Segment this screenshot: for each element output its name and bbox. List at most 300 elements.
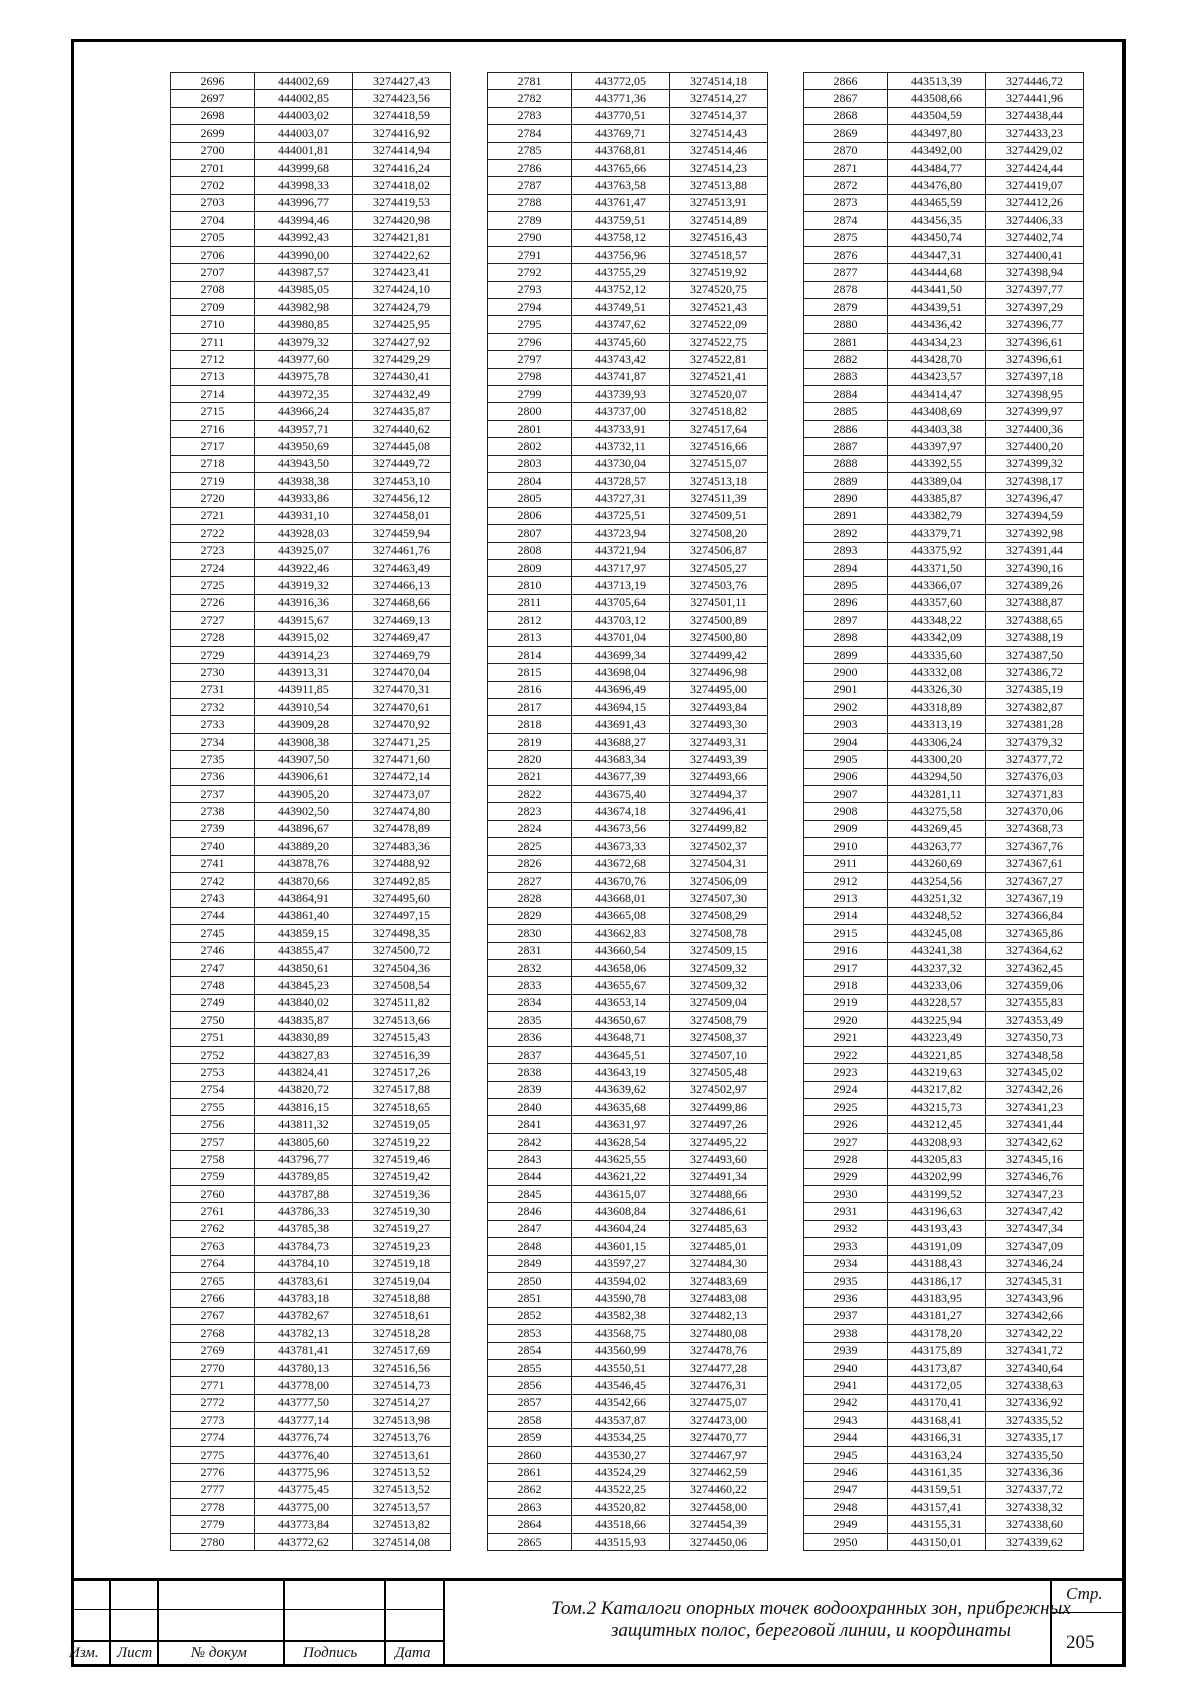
point-number: 2728 [171,629,255,646]
point-number: 2744 [171,907,255,924]
table-row [804,1359,1084,1376]
coord-y: 3274435,87 [353,403,451,420]
point-number: 2930 [804,1186,888,1203]
coord-y: 3274498,35 [353,925,451,942]
table-row [804,1220,1084,1237]
coord-x: 443668,01 [572,890,670,907]
coord-y: 3274522,09 [670,316,768,333]
point-number: 2915 [804,925,888,942]
coord-y: 3274495,60 [353,890,451,907]
coord-x: 443992,43 [255,229,353,246]
coord-x: 443166,31 [888,1429,986,1446]
point-number: 2792 [488,264,572,281]
coord-x: 443938,38 [255,472,353,489]
coord-x: 443745,60 [572,333,670,350]
table-row [171,838,451,855]
point-number: 2892 [804,525,888,542]
coord-y: 3274386,72 [986,664,1084,681]
coord-x: 443975,78 [255,368,353,385]
point-number: 2736 [171,768,255,785]
coord-x: 443635,68 [572,1099,670,1116]
coord-y: 3274365,86 [986,925,1084,942]
coord-y: 3274519,92 [670,264,768,281]
point-number: 2821 [488,768,572,785]
coord-x: 443820,72 [255,1081,353,1098]
coord-y: 3274338,60 [986,1516,1084,1533]
coord-y: 3274348,58 [986,1046,1084,1063]
coord-x: 443601,15 [572,1238,670,1255]
point-number: 2894 [804,559,888,576]
coord-x: 443765,66 [572,159,670,176]
coord-y: 3274519,05 [353,1116,451,1133]
coord-x: 443217,82 [888,1081,986,1098]
point-number: 2854 [488,1342,572,1359]
coordinates-table-3 [803,72,1084,1551]
point-number: 2795 [488,316,572,333]
coord-y: 3274423,41 [353,264,451,281]
table-row [804,1255,1084,1272]
coord-x: 443915,02 [255,629,353,646]
point-number: 2791 [488,246,572,263]
coord-x: 443787,88 [255,1186,353,1203]
coord-x: 443913,31 [255,664,353,681]
coord-y: 3274433,23 [986,125,1084,142]
coord-y: 3274519,22 [353,1133,451,1150]
coord-y: 3274469,79 [353,646,451,663]
coord-x: 443484,77 [888,159,986,176]
point-number: 2699 [171,125,255,142]
coord-x: 443228,57 [888,994,986,1011]
coord-y: 3274362,45 [986,959,1084,976]
table-row [488,786,768,803]
coord-x: 443631,97 [572,1116,670,1133]
coord-y: 3274459,94 [353,525,451,542]
table-row [171,159,451,176]
coord-y: 3274497,26 [670,1116,768,1133]
coord-x: 443248,52 [888,907,986,924]
point-number: 2872 [804,177,888,194]
point-number: 2878 [804,281,888,298]
coord-x: 443780,13 [255,1359,353,1376]
coord-x: 443694,15 [572,699,670,716]
point-number: 2846 [488,1203,572,1220]
coord-x: 443909,28 [255,716,353,733]
table-row [804,1516,1084,1533]
point-number: 2751 [171,1029,255,1046]
coord-y: 3274392,98 [986,525,1084,542]
point-number: 2889 [804,472,888,489]
coord-y: 3274394,59 [986,507,1084,524]
point-number: 2841 [488,1116,572,1133]
point-number: 2898 [804,629,888,646]
point-number: 2925 [804,1099,888,1116]
coord-x: 443159,51 [888,1481,986,1498]
coord-y: 3274509,51 [670,507,768,524]
point-number: 2812 [488,612,572,629]
coord-x: 443465,59 [888,194,986,211]
coord-y: 3274497,15 [353,907,451,924]
point-number: 2908 [804,803,888,820]
point-number: 2836 [488,1029,572,1046]
table-row [171,107,451,124]
coord-y: 3274424,10 [353,281,451,298]
coord-x: 443186,17 [888,1272,986,1289]
table-row [171,1203,451,1220]
coord-x: 443781,41 [255,1342,353,1359]
coord-x: 443979,32 [255,333,353,350]
table-row [804,177,1084,194]
coord-x: 443181,27 [888,1307,986,1324]
coord-x: 443436,42 [888,316,986,333]
coord-x: 443168,41 [888,1412,986,1429]
coord-y: 3274398,94 [986,264,1084,281]
table-row [488,855,768,872]
coord-y: 3274469,47 [353,629,451,646]
coord-y: 3274502,97 [670,1081,768,1098]
table-row [804,786,1084,803]
table-row [488,925,768,942]
coord-x: 443621,22 [572,1168,670,1185]
table-row [171,142,451,159]
point-number: 2702 [171,177,255,194]
point-number: 2825 [488,838,572,855]
point-number: 2781 [488,73,572,90]
coord-x: 443717,97 [572,559,670,576]
point-number: 2840 [488,1099,572,1116]
coord-x: 443520,82 [572,1499,670,1516]
coord-x: 443414,47 [888,386,986,403]
coord-y: 3274341,23 [986,1099,1084,1116]
coord-x: 443245,08 [888,925,986,942]
table-row [171,699,451,716]
coord-x: 443870,66 [255,872,353,889]
table-row [488,1186,768,1203]
coord-x: 443653,14 [572,994,670,1011]
coord-y: 3274446,72 [986,73,1084,90]
table-row [488,438,768,455]
coord-x: 443546,45 [572,1377,670,1394]
table-row [171,316,451,333]
coord-x: 443497,80 [888,125,986,142]
point-number: 2788 [488,194,572,211]
coord-y: 3274516,43 [670,229,768,246]
point-number: 2828 [488,890,572,907]
table-row [488,1046,768,1063]
table-row [804,125,1084,142]
coord-y: 3274400,20 [986,438,1084,455]
coord-y: 3274396,77 [986,316,1084,333]
coord-y: 3274514,73 [353,1377,451,1394]
table-row [171,577,451,594]
coord-x: 443777,50 [255,1394,353,1411]
table-row [171,803,451,820]
coord-y: 3274470,92 [353,716,451,733]
table-row [488,994,768,1011]
point-number: 2903 [804,716,888,733]
coord-x: 443150,01 [888,1533,986,1550]
table-row [488,629,768,646]
coord-y: 3274500,80 [670,629,768,646]
point-number: 2738 [171,803,255,820]
table-row [804,977,1084,994]
coord-x: 443723,94 [572,525,670,542]
point-number: 2787 [488,177,572,194]
coord-y: 3274389,26 [986,577,1084,594]
table-row [488,751,768,768]
coord-y: 3274499,86 [670,1099,768,1116]
table-row [804,281,1084,298]
table-row [171,1325,451,1342]
coord-y: 3274509,15 [670,942,768,959]
point-number: 2860 [488,1446,572,1463]
coord-x: 443428,70 [888,351,986,368]
coord-x: 443737,00 [572,403,670,420]
coord-x: 443625,55 [572,1151,670,1168]
table-row [171,594,451,611]
coord-y: 3274493,30 [670,716,768,733]
table-row [171,281,451,298]
coord-x: 443743,42 [572,351,670,368]
coord-x: 443784,10 [255,1255,353,1272]
coord-x: 443221,85 [888,1046,986,1063]
coord-y: 3274469,13 [353,612,451,629]
coord-x: 443263,77 [888,838,986,855]
point-number: 2769 [171,1342,255,1359]
coord-y: 3274440,62 [353,420,451,437]
table-row [804,872,1084,889]
coord-x: 443816,15 [255,1099,353,1116]
coord-x: 443772,05 [572,73,670,90]
coord-y: 3274513,76 [353,1429,451,1446]
point-number: 2768 [171,1325,255,1342]
point-number: 2708 [171,281,255,298]
point-number: 2949 [804,1516,888,1533]
coord-x: 443845,23 [255,977,353,994]
coord-y: 3274514,08 [353,1533,451,1550]
coord-y: 3274514,37 [670,107,768,124]
coord-x: 443855,47 [255,942,353,959]
coord-y: 3274388,19 [986,629,1084,646]
table-row [804,1203,1084,1220]
coord-x: 443504,59 [888,107,986,124]
table-row [171,977,451,994]
point-number: 2940 [804,1359,888,1376]
table-row [171,455,451,472]
coord-y: 3274406,33 [986,212,1084,229]
table-row [171,525,451,542]
point-number: 2731 [171,681,255,698]
table-row [171,768,451,785]
point-number: 2830 [488,925,572,942]
coord-x: 443721,94 [572,542,670,559]
table-row [488,1516,768,1533]
coord-y: 3274518,88 [353,1290,451,1307]
coord-x: 443643,19 [572,1064,670,1081]
coord-y: 3274347,42 [986,1203,1084,1220]
coord-y: 3274396,47 [986,490,1084,507]
coord-x: 443403,38 [888,420,986,437]
coord-y: 3274484,30 [670,1255,768,1272]
point-number: 2871 [804,159,888,176]
point-number: 2794 [488,299,572,316]
coord-y: 3274368,73 [986,820,1084,837]
table-row [804,890,1084,907]
point-number: 2707 [171,264,255,281]
point-number: 2806 [488,507,572,524]
coord-y: 3274367,27 [986,872,1084,889]
coord-y: 3274501,11 [670,594,768,611]
table-row [171,786,451,803]
point-number: 2753 [171,1064,255,1081]
table-row [804,646,1084,663]
table-row [171,994,451,1011]
coord-y: 3274418,59 [353,107,451,124]
coord-y: 3274477,28 [670,1359,768,1376]
stamp-date-label: Дата [395,1645,431,1661]
coord-x: 443770,51 [572,107,670,124]
table-row [488,542,768,559]
coord-y: 3274418,02 [353,177,451,194]
point-number: 2884 [804,386,888,403]
coord-y: 3274505,27 [670,559,768,576]
table-row [488,559,768,576]
table-row [488,1499,768,1516]
table-row [171,1133,451,1150]
table-row [804,316,1084,333]
coord-x: 443861,40 [255,907,353,924]
table-row [488,768,768,785]
table-row [804,368,1084,385]
coord-y: 3274483,08 [670,1290,768,1307]
point-number: 2721 [171,507,255,524]
coord-y: 3274519,18 [353,1255,451,1272]
table-row [804,507,1084,524]
table-row [171,646,451,663]
coord-x: 443281,11 [888,786,986,803]
point-number: 2805 [488,490,572,507]
table-row [804,803,1084,820]
table-row [804,403,1084,420]
point-number: 2932 [804,1220,888,1237]
point-number: 2762 [171,1220,255,1237]
table-row [804,246,1084,263]
table-row [804,1029,1084,1046]
coord-y: 3274467,97 [670,1446,768,1463]
table-row [488,299,768,316]
table-row [171,246,451,263]
table-row [171,1081,451,1098]
point-number: 2911 [804,855,888,872]
coord-x: 443824,41 [255,1064,353,1081]
point-number: 2946 [804,1464,888,1481]
point-number: 2732 [171,699,255,716]
coord-x: 443447,31 [888,246,986,263]
coord-y: 3274519,23 [353,1238,451,1255]
coord-x: 443784,73 [255,1238,353,1255]
coord-y: 3274495,22 [670,1133,768,1150]
table-row [804,577,1084,594]
point-number: 2700 [171,142,255,159]
coord-x: 443645,51 [572,1046,670,1063]
coord-y: 3274335,50 [986,1446,1084,1463]
coord-x: 443733,91 [572,420,670,437]
coord-y: 3274515,07 [670,455,768,472]
coord-x: 443922,46 [255,559,353,576]
point-number: 2916 [804,942,888,959]
coord-x: 443782,67 [255,1307,353,1324]
table-row [488,229,768,246]
coord-y: 3274483,69 [670,1272,768,1289]
point-number: 2724 [171,559,255,576]
coord-y: 3274461,76 [353,542,451,559]
point-number: 2937 [804,1307,888,1324]
coord-y: 3274462,59 [670,1464,768,1481]
coord-x: 443749,51 [572,299,670,316]
coord-y: 3274379,32 [986,733,1084,750]
point-number: 2759 [171,1168,255,1185]
coord-y: 3274520,75 [670,281,768,298]
coord-x: 443878,76 [255,855,353,872]
coord-y: 3274509,32 [670,977,768,994]
coord-y: 3274346,76 [986,1168,1084,1185]
table-row [171,942,451,959]
coord-y: 3274482,13 [670,1307,768,1324]
coord-x: 443713,19 [572,577,670,594]
point-number: 2865 [488,1533,572,1550]
point-number: 2756 [171,1116,255,1133]
coord-y: 3274432,49 [353,386,451,403]
point-number: 2779 [171,1516,255,1533]
coord-x: 443332,08 [888,664,986,681]
coord-x: 443727,31 [572,490,670,507]
coord-y: 3274516,56 [353,1359,451,1376]
coord-x: 443796,77 [255,1151,353,1168]
coord-y: 3274513,88 [670,177,768,194]
point-number: 2746 [171,942,255,959]
point-number: 2881 [804,333,888,350]
coord-x: 443789,85 [255,1168,353,1185]
coord-x: 443972,35 [255,386,353,403]
point-number: 2752 [171,1046,255,1063]
coord-x: 443251,32 [888,890,986,907]
coord-x: 443582,38 [572,1307,670,1324]
table-row [171,1290,451,1307]
point-number: 2933 [804,1238,888,1255]
coord-y: 3274499,82 [670,820,768,837]
table-row [804,1238,1084,1255]
coordinates-table-1 [170,72,451,1551]
coord-x: 443196,63 [888,1203,986,1220]
table-row [804,629,1084,646]
point-number: 2941 [804,1377,888,1394]
coord-y: 3274486,61 [670,1203,768,1220]
point-number: 2919 [804,994,888,1011]
document-title-line-2: защитных полос, береговой линии, и координаты [610,1620,1011,1641]
coord-x: 443456,35 [888,212,986,229]
coord-y: 3274491,34 [670,1168,768,1185]
point-number: 2774 [171,1429,255,1446]
table-row [804,1412,1084,1429]
coord-x: 443348,22 [888,612,986,629]
coord-y: 3274422,62 [353,246,451,263]
coord-x: 443950,69 [255,438,353,455]
point-number: 2720 [171,490,255,507]
coord-x: 443758,12 [572,229,670,246]
point-number: 2784 [488,125,572,142]
point-number: 2900 [804,664,888,681]
coord-x: 443783,61 [255,1272,353,1289]
coord-x: 443778,00 [255,1377,353,1394]
